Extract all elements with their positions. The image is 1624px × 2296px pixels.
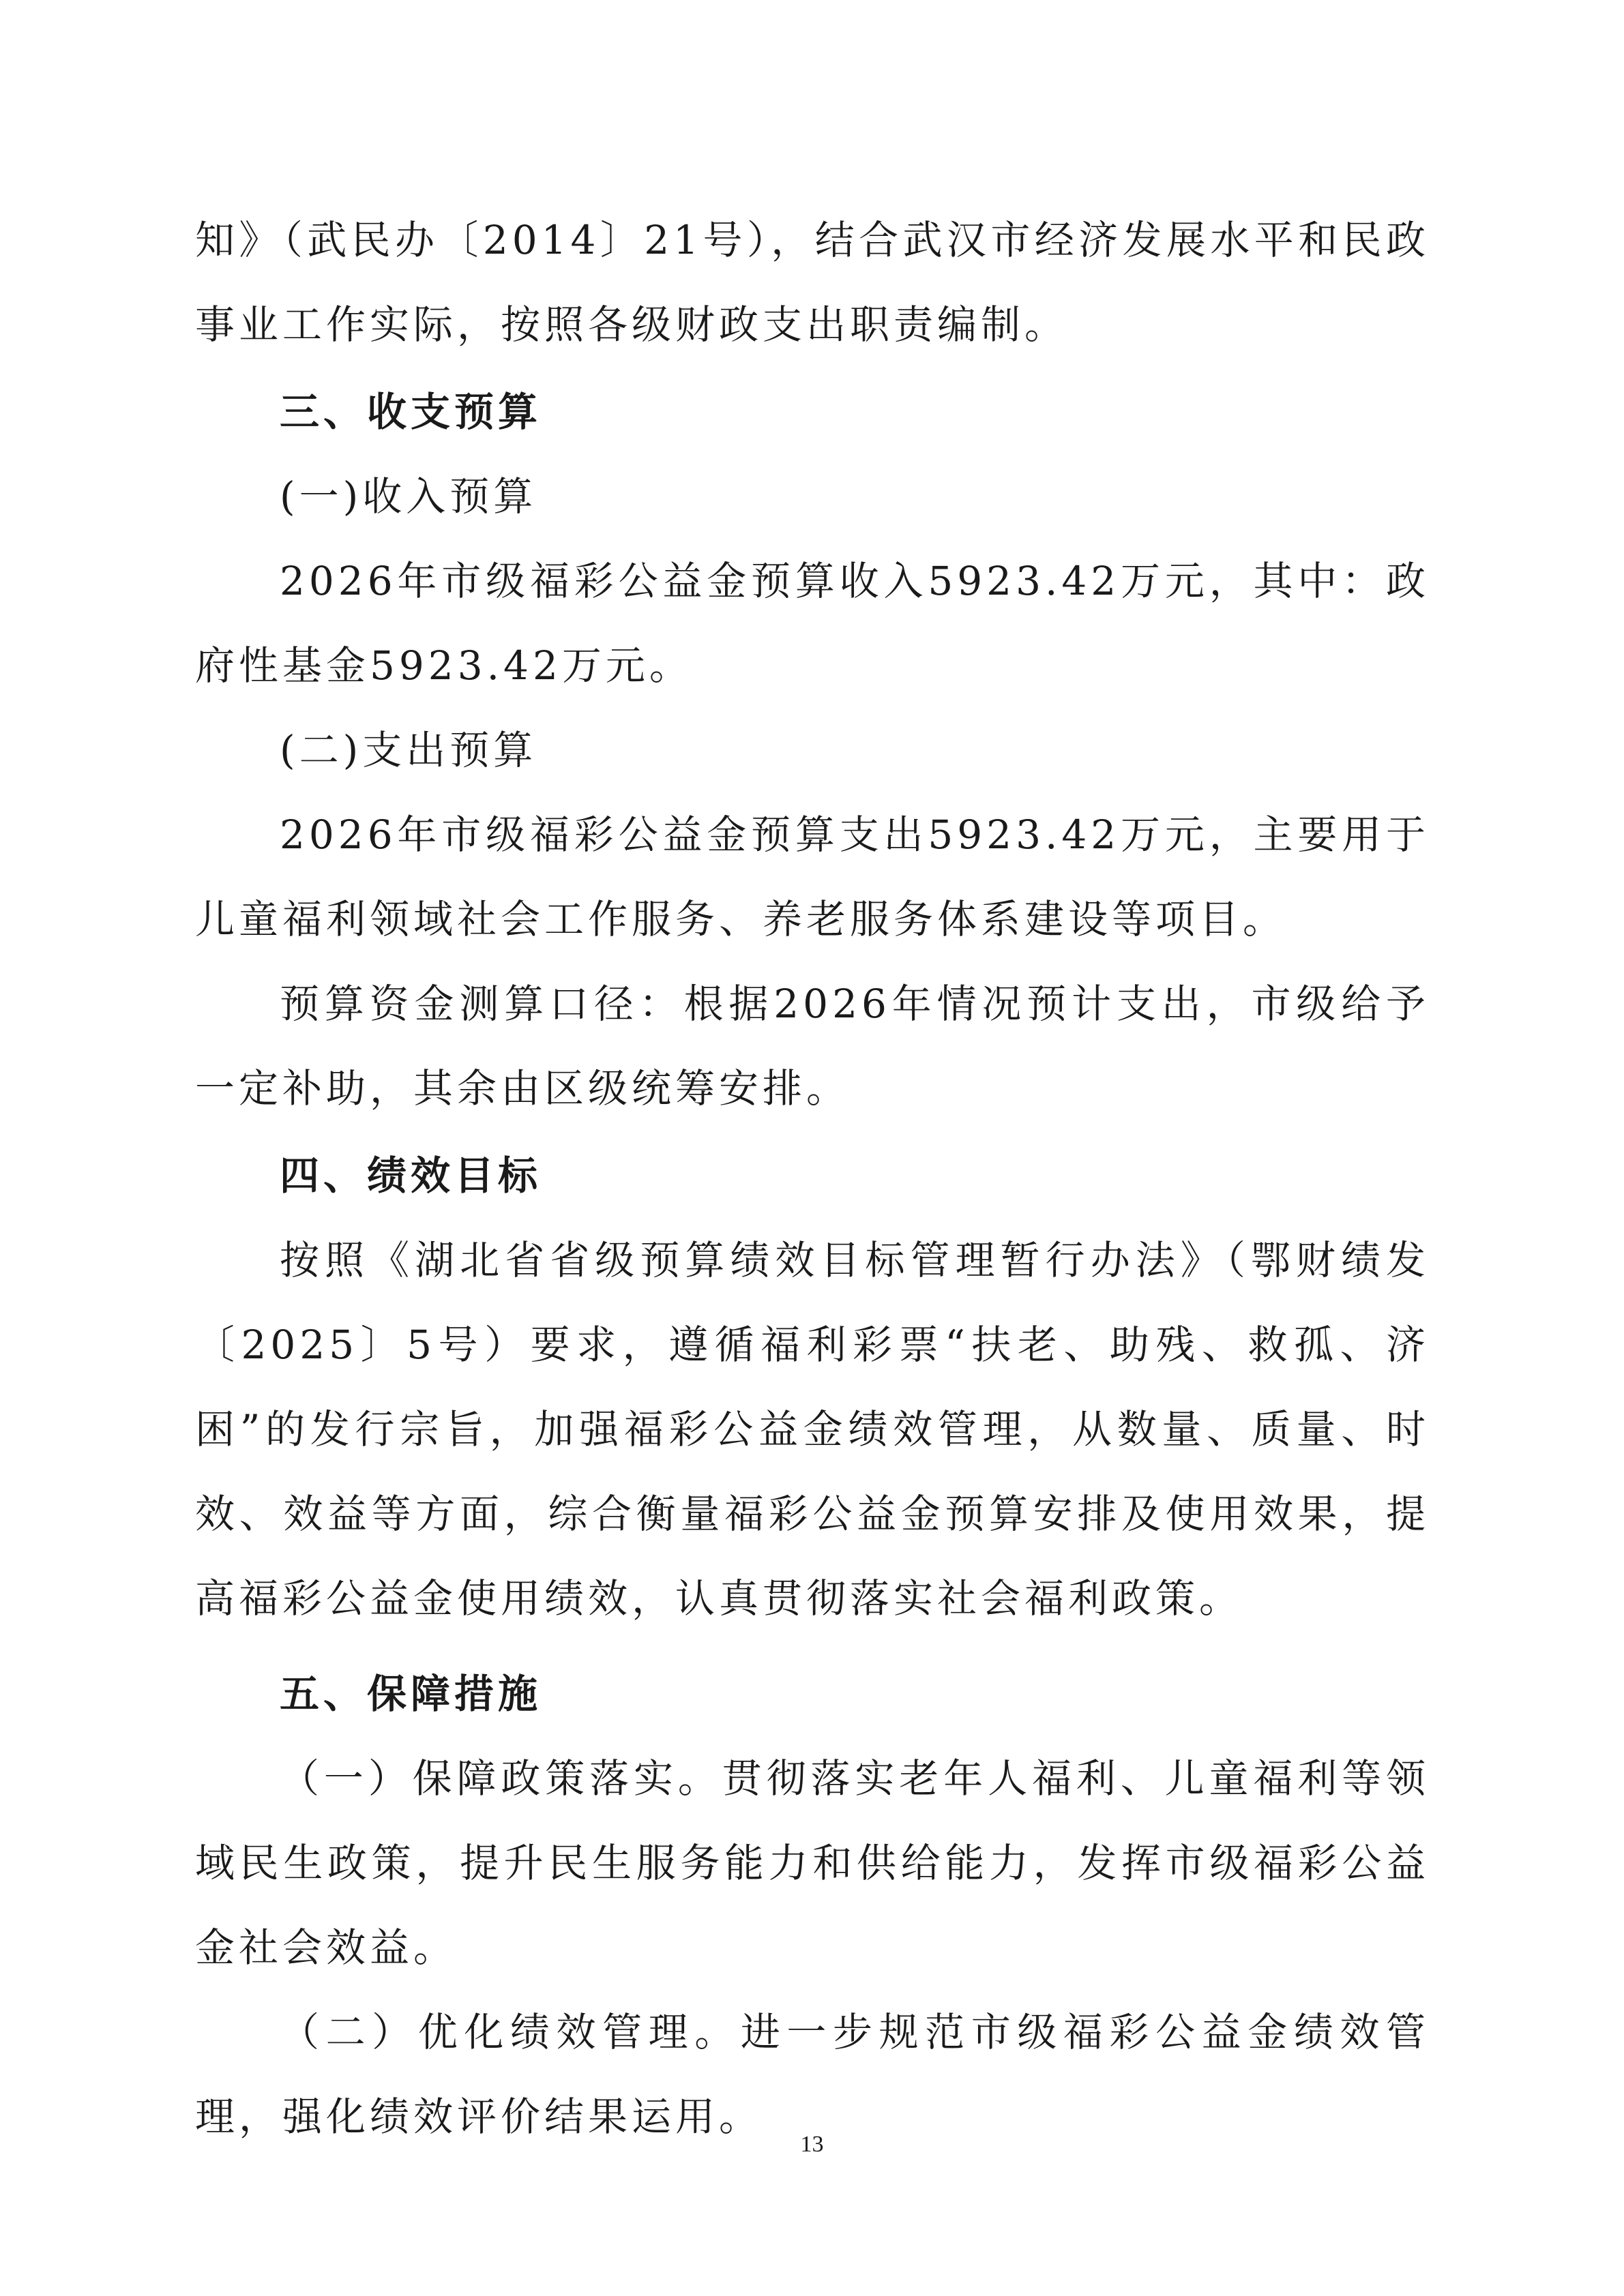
- paragraph-safeguard-performance: （二）优化绩效管理。进一步规范市级福彩公益金绩效管理，强化绩效评价结果运用。: [195, 2009, 1430, 2140]
- section-heading-safeguards: 五、保障措施: [280, 1671, 542, 1717]
- paragraph-budget-calculation: 预算资金测算口径：根据2026年情况预计支出，市级给予一定补助，其余由区级统筹安排。: [195, 981, 1430, 1112]
- section-heading-performance-goals: 四、绩效目标: [280, 1152, 542, 1199]
- page-number: 13: [800, 2132, 824, 2157]
- section-heading-budget: 三、收支预算: [280, 389, 542, 435]
- subheading-expenditure-budget: (二)支出预算: [280, 727, 537, 773]
- document-body: [195, 198, 1430, 2159]
- paragraph-safeguard-policy: （一）保障政策落实。贯彻落实老年人福利、儿童福利等领域民生政策，提升民生服务能力和供给能力，发挥市级福彩公益金社会效益。: [195, 1755, 1430, 1971]
- paragraph-continuation: 知》（武民办〔2014〕21号），结合武汉市经济发展水平和民政事业工作实际，按照各级财政支出职责编制。: [195, 217, 1430, 348]
- subheading-income-budget: (一)收入预算: [280, 473, 537, 520]
- paragraph-performance-goals: 按照《湖北省省级预算绩效目标管理暂行办法》（鄂财绩发〔2025〕5号）要求，遵循福利彩票“扶老、助残、救孤、济困”的发行宗旨，加强福彩公益金绩效管理，从数量、质量、时效、效益等方面，综合衡量福彩公益金预算安排及使用效果，提高福彩公益金使用绩效，认真贯彻落实社会福利政策。: [195, 1237, 1430, 1622]
- paragraph-expenditure-budget: 2026年市级福彩公益金预算支出5923.42万元，主要用于儿童福利领域社会工作服务、养老服务体系建设等项目。: [195, 811, 1430, 942]
- paragraph-income-budget: 2026年市级福彩公益金预算收入5923.42万元，其中：政府性基金5923.42万元。: [195, 558, 1430, 689]
